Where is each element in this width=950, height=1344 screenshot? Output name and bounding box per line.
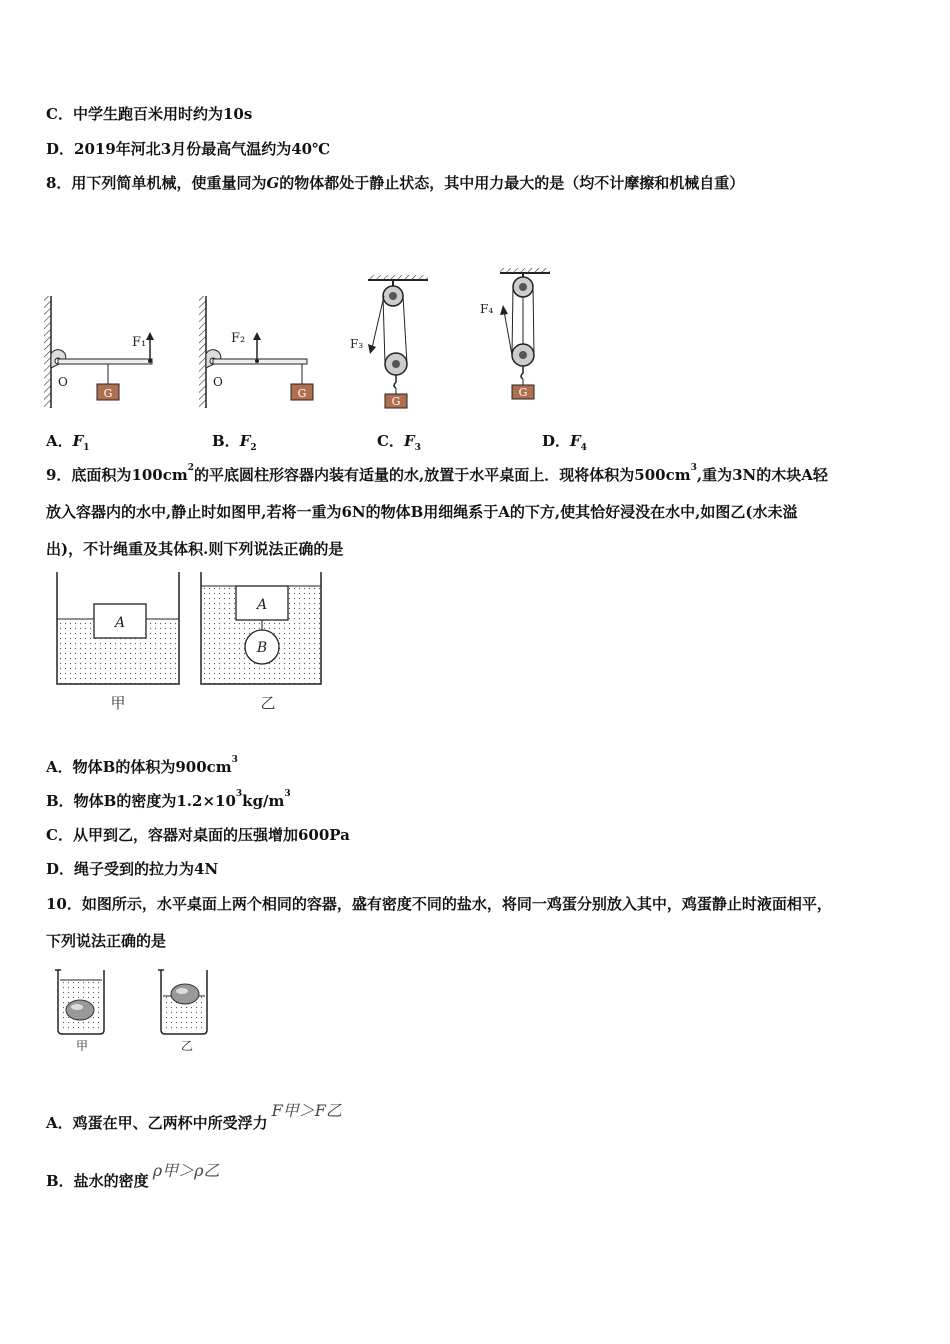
q8-fig4-f4-label: F₄ [480, 302, 494, 316]
q8-option-a-letter: A． [46, 432, 73, 450]
q8-option-a-var: F [72, 432, 84, 450]
q9-l1-b: 的平底圆柱形容器内装有适量的水,放置于水平桌面上．现将体积为500cm [194, 466, 691, 484]
q8-option-a [46, 430, 90, 453]
q10-fig-yi-label: 乙 [180, 1039, 194, 1053]
q8-fig2-g-label: G [297, 387, 307, 400]
q8-option-c-var: F [403, 432, 415, 450]
q8-option-d-letter: D． [542, 432, 571, 450]
q7-option-c: C．中学生跑百米用时约为10s [46, 105, 253, 123]
q8-option-b [212, 430, 257, 453]
q8-fig1-f1-label: F₁ [132, 335, 147, 350]
q9-fig-yi-a-label: A [256, 597, 268, 613]
q9-option-a-sup: 3 [231, 755, 238, 765]
q8-figure-lever-f1 [40, 290, 170, 410]
q9-figure-yi [198, 572, 328, 717]
q10-option-b-text: B．盐水的密度 [46, 1172, 149, 1190]
q8-figure-lever-f2 [195, 290, 325, 410]
q9-option-d: D．绳子受到的拉力为4N [46, 860, 219, 878]
q8-option-a-sub: 1 [83, 443, 90, 453]
q10-stem-line1: 10．如图所示，水平桌面上两个相同的容器，盛有密度不同的盐水，将同一鸡蛋分别放入其中，鸡蛋静止时液面相平， [46, 895, 832, 913]
q9-option-b-sup2: 3 [284, 789, 291, 799]
q10-option-b-formula: ρ甲＞ρ乙 [152, 1161, 220, 1180]
q9-l1-sup2: 3 [690, 463, 697, 473]
q7-option-d: D．2019年河北3月份最高气温约为40℃ [46, 140, 331, 158]
q8-stem-post: 的物体都处于静止状态，其中用力最大的是（均不计摩擦和机械自重） [279, 174, 745, 192]
q10-figure-jia [52, 966, 112, 1058]
q8-fig2-o-label: O [213, 375, 223, 389]
q10-option-a-text: A．鸡蛋在甲、乙两杯中所受浮力 [46, 1114, 268, 1132]
q8-fig1-o-label: O [58, 375, 68, 389]
q9-option-b-sup: 3 [235, 789, 243, 799]
q8-fig4-g-label: G [518, 386, 528, 399]
q8-option-c-sub: 3 [414, 443, 421, 453]
q8-option-b-var: F [239, 432, 251, 450]
q9-option-c: C．从甲到乙，容器对桌面的压强增加600Pa [46, 826, 350, 844]
q8-option-b-sub: 2 [250, 443, 257, 453]
q9-stem-line2: 放入容器内的水中,静止时如图甲,若将一重为6N的物体B用细绳系于A的下方,使其恰好浸没在水中,如图乙(水未溢 [46, 503, 798, 521]
q9-stem-line3: 出)，不计绳重及其体积.则下列说法正确的是 [46, 540, 344, 558]
q9-option-a [46, 756, 238, 777]
q8-option-d [542, 430, 587, 453]
q8-figure-pulley-f4 [478, 265, 568, 405]
q10-option-b [46, 1161, 220, 1191]
q8-option-d-var: F [570, 432, 581, 450]
q8-option-d-sub: 4 [580, 443, 587, 453]
q9-l1-c: ,重为3N的木块A轻 [696, 466, 828, 484]
q8-stem-g: G [266, 174, 280, 192]
q8-fig3-f3-label: F₃ [350, 337, 364, 351]
q10-fig-jia-label: 甲 [75, 1039, 89, 1053]
q9-fig-jia-label: 甲 [110, 694, 126, 712]
q10-figure-yi [155, 966, 215, 1058]
q9-option-b [46, 790, 291, 811]
q10-option-a-formula: F甲＞F乙 [271, 1101, 342, 1120]
q9-fig-yi-b-label: B [256, 640, 268, 656]
q8-fig2-f2-label: F₂ [231, 331, 246, 346]
q8-option-c [377, 430, 421, 453]
q10-option-a [46, 1101, 342, 1133]
q9-option-b-unit: kg/m [242, 792, 285, 810]
q8-option-c-letter: C． [377, 432, 404, 450]
q8-fig3-g-label: G [391, 395, 401, 408]
q9-l1-a: 9．底面积为100cm [46, 466, 188, 484]
q9-figure-jia [54, 572, 184, 717]
q8-stem [46, 172, 744, 193]
q9-l1-sup1: 2 [187, 463, 195, 473]
q8-figure-pulley-f3 [348, 272, 438, 412]
q9-option-b-text: B．物体B的密度为1.2×10 [46, 792, 236, 810]
q8-fig1-g-label: G [103, 387, 113, 400]
q8-stem-pre: 8．用下列简单机械，使重量同为 [46, 174, 267, 192]
q9-fig-yi-label: 乙 [260, 694, 276, 712]
q9-option-a-text: A．物体B的体积为900cm [46, 758, 232, 776]
q9-stem-line1 [46, 464, 828, 485]
q8-option-b-letter: B． [212, 432, 240, 450]
q10-stem-line2: 下列说法正确的是 [46, 932, 167, 950]
q9-fig-jia-a-label: A [114, 615, 126, 631]
